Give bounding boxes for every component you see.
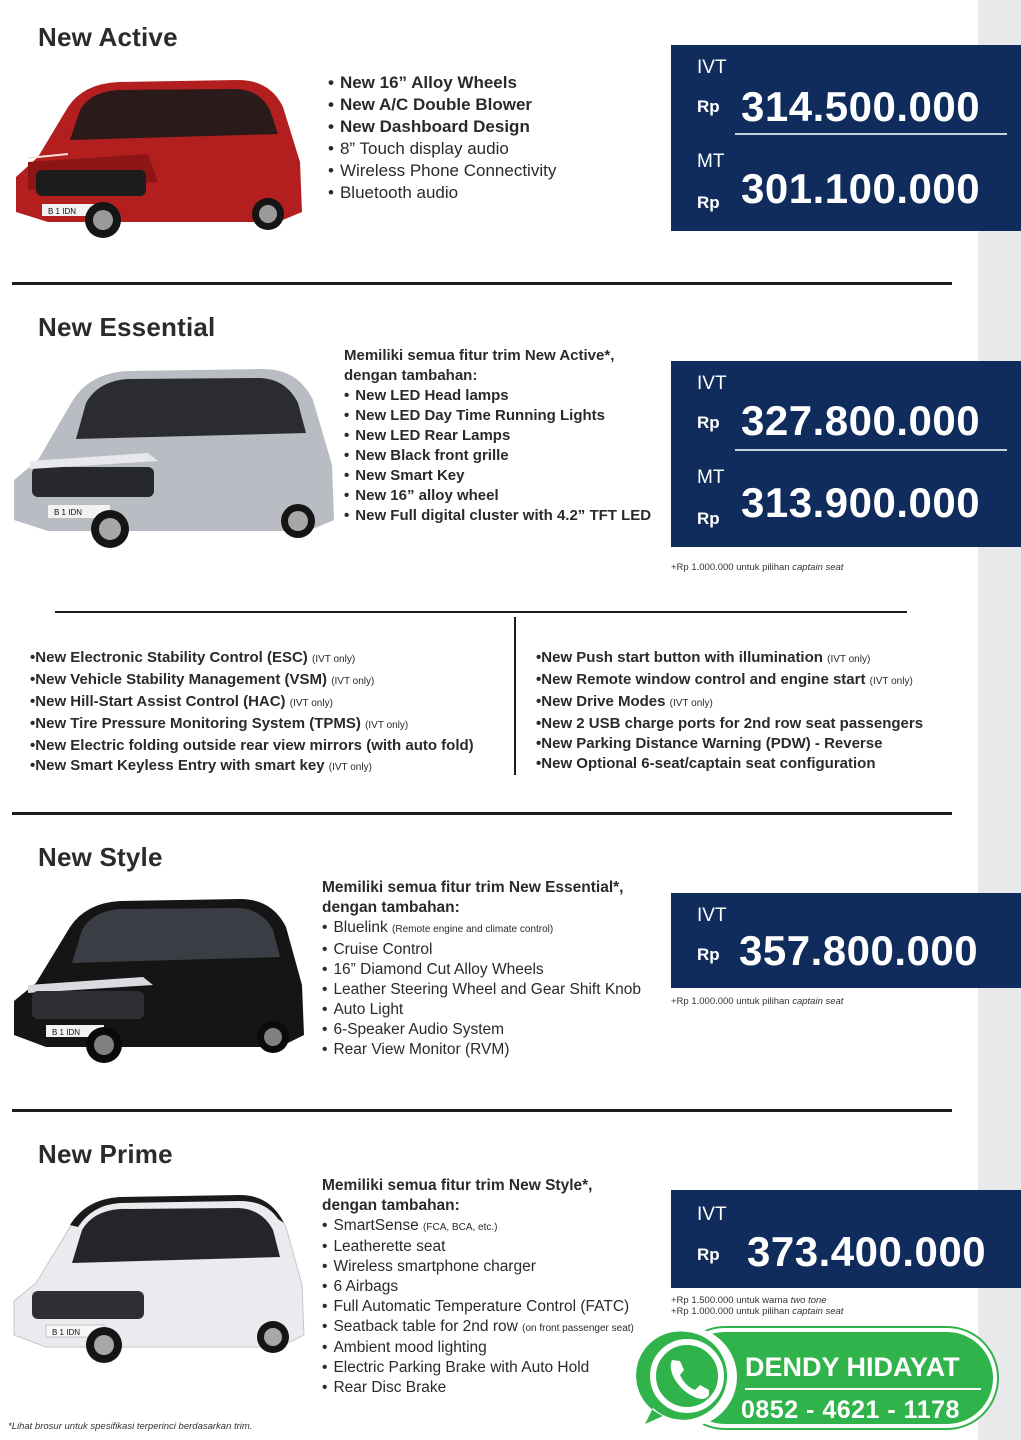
feature-item: • 6 Airbags [322, 1277, 399, 1295]
feature-item: •New Electric folding outside rear view mirrors (with auto fold) [30, 737, 474, 754]
feature-item: • 6-Speaker Audio System [322, 1021, 505, 1038]
feature-item: • New Dashboard Design [328, 117, 530, 136]
footnote: *Lihat brosur untuk spesifikasi terperinci berdasarkan trim. [8, 1421, 253, 1432]
feature-item: • Wireless smartphone charger [322, 1258, 536, 1276]
feature-item: • Leather Steering Wheel and Gear Shift Knob [322, 981, 642, 998]
car-image-essential [8, 355, 338, 550]
feature-item: •New Remote window control and engine start (IVT only) [536, 671, 913, 688]
price-value: 357.800.000 [739, 927, 979, 974]
feature-lead-text: dengan tambahan: [322, 899, 460, 916]
price-note: +Rp 1.000.000 untuk pilihan captain seat [671, 1306, 844, 1317]
feature-item: • Full Automatic Temperature Control (FATC) [322, 1297, 630, 1315]
svg-text:B 1 IDN: B 1 IDN [48, 207, 77, 216]
feature-item: • New Black front grille [344, 447, 509, 464]
feature-item: • Rear View Monitor (RVM) [322, 1041, 510, 1058]
feature-item: •New Electronic Stability Control (ESC) (IVT only) [30, 649, 356, 666]
price-value: 327.800.000 [741, 397, 981, 444]
feature-item: • New A/C Double Blower [328, 95, 533, 114]
feature-item: • Cruise Control [322, 941, 433, 958]
price-separator [735, 133, 1007, 135]
trim-title-essential: New Essential [38, 312, 216, 342]
currency-label: Rp [697, 945, 720, 964]
feature-list-prime [322, 1176, 634, 1398]
currency-label: Rp [697, 413, 720, 432]
trim-title-active: New Active [38, 22, 178, 52]
price-value: 301.100.000 [741, 165, 981, 212]
feature-item: • Leatherette seat [322, 1238, 446, 1256]
feature-item: • New 16” alloy wheel [344, 487, 499, 504]
feature-item: •New Drive Modes (IVT only) [536, 693, 713, 710]
car-image-active [8, 62, 308, 240]
feature-item: • Electric Parking Brake with Auto Hold [322, 1359, 590, 1377]
feature-item: • Auto Light [322, 1001, 404, 1018]
feature-item: •New Hill-Start Assist Control (HAC) (IVT only) [30, 693, 333, 710]
section-divider [12, 812, 952, 815]
feature-item: • 8” Touch display audio [328, 139, 509, 158]
car-image-prime [8, 1185, 308, 1365]
feature-lead-text: Memiliki semua fitur trim New Active*, [344, 347, 615, 364]
price-note: +Rp 1.000.000 untuk pilihan captain seat [671, 562, 844, 573]
price-separator [735, 449, 1007, 451]
currency-label: Rp [697, 509, 720, 528]
contact-divider [745, 1388, 981, 1390]
price-note: +Rp 1.500.000 untuk warna two tone [671, 1295, 827, 1306]
section-divider-thin [55, 611, 907, 613]
price-value: 314.500.000 [741, 83, 981, 130]
feature-item: • New Smart Key [344, 467, 465, 484]
feature-item: • Bluetooth audio [328, 183, 459, 202]
feature-item: •New Smart Keyless Entry with smart key (IVT only) [30, 757, 372, 774]
currency-label: Rp [697, 1245, 720, 1264]
whatsapp-contact-badge[interactable] [635, 1322, 1001, 1432]
trim-title-style: New Style [38, 842, 163, 872]
price-note: +Rp 1.000.000 untuk pilihan captain seat [671, 996, 844, 1007]
transmission-label: MT [697, 467, 725, 488]
feature-item: • New LED Rear Lamps [344, 427, 511, 444]
car-image-style [8, 885, 308, 1065]
feature-item: • Wireless Phone Connectivity [328, 161, 557, 180]
feature-list-active [328, 72, 556, 204]
transmission-label: MT [697, 151, 725, 172]
essential-extra-left [30, 648, 474, 778]
svg-text:B 1 IDN: B 1 IDN [54, 508, 83, 517]
feature-item: •New Push start button with illumination (IVT only) [536, 649, 871, 666]
feature-item: • New 16” Alloy Wheels [328, 73, 517, 92]
trim-title-prime: New Prime [38, 1139, 173, 1169]
feature-item: •New Parking Distance Warning (PDW) - Reverse [536, 735, 883, 752]
transmission-label: IVT [697, 905, 727, 926]
feature-item: •New Tire Pressure Monitoring System (TPMS) (IVT only) [30, 715, 409, 732]
feature-item: • Ambient mood lighting [322, 1339, 487, 1357]
feature-lead-text: dengan tambahan: [344, 367, 478, 384]
whatsapp-icon [635, 1322, 745, 1432]
svg-text:B 1 IDN: B 1 IDN [52, 1028, 81, 1037]
section-divider [12, 282, 952, 285]
feature-item: • Seatback table for 2nd row (on front passenger seat) [322, 1317, 634, 1335]
price-box-essential [671, 361, 1021, 547]
feature-item: • 16” Diamond Cut Alloy Wheels [322, 961, 544, 978]
feature-item: • New LED Head lamps [344, 387, 509, 404]
feature-lead-text: dengan tambahan: [322, 1196, 460, 1214]
feature-item: • New Full digital cluster with 4.2” TFT LED [344, 507, 652, 524]
currency-label: Rp [697, 97, 720, 116]
feature-lead-text: Memiliki semua fitur trim New Essential*, [322, 879, 624, 896]
currency-label: Rp [697, 193, 720, 212]
transmission-label: IVT [697, 1204, 727, 1225]
feature-item: •New 2 USB charge ports for 2nd row seat passengers [536, 715, 924, 732]
transmission-label: IVT [697, 373, 727, 394]
feature-item: •New Optional 6-seat/captain seat configuration [536, 755, 876, 772]
essential-extra-right [536, 648, 923, 774]
contact-name: DENDY HIDAYAT [745, 1352, 960, 1382]
svg-text:B 1 IDN: B 1 IDN [52, 1328, 81, 1337]
feature-item: • SmartSense (FCA, BCA, etc.) [322, 1216, 498, 1234]
price-value: 373.400.000 [747, 1228, 987, 1275]
price-box-active [671, 45, 1021, 231]
feature-item: • Bluelink (Remote engine and climate control) [322, 919, 554, 936]
column-divider [514, 617, 516, 775]
feature-list-essential [344, 346, 651, 526]
feature-lead-text: Memiliki semua fitur trim New Style*, [322, 1177, 593, 1194]
section-divider [12, 1109, 952, 1112]
contact-phone: 0852 - 4621 - 1178 [741, 1396, 960, 1424]
price-box-style [671, 893, 1021, 988]
feature-list-style [322, 878, 641, 1060]
feature-item: • New LED Day Time Running Lights [344, 407, 606, 424]
feature-item: • Rear Disc Brake [322, 1378, 447, 1396]
price-value: 313.900.000 [741, 479, 981, 526]
price-box-prime [671, 1190, 1021, 1288]
transmission-label: IVT [697, 57, 727, 78]
feature-item: •New Vehicle Stability Management (VSM) (IVT only) [30, 671, 375, 688]
